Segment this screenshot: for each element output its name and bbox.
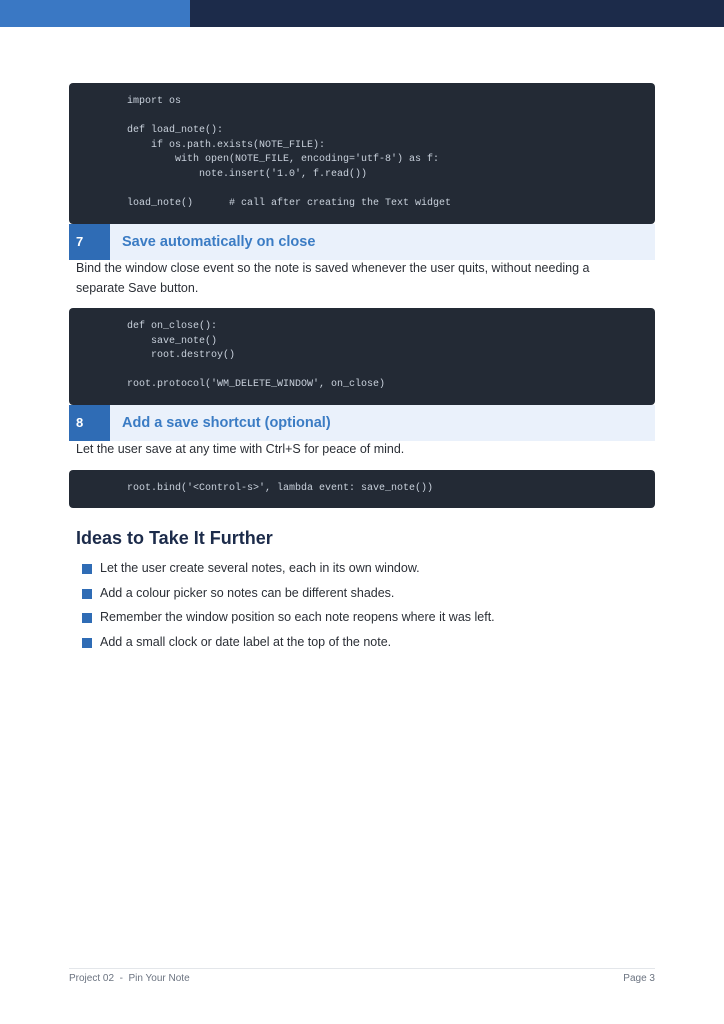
square-bullet-icon (82, 564, 92, 574)
section-heading: Ideas to Take It Further (76, 528, 273, 548)
code-line (127, 110, 655, 125)
footer-page-number: Page 3 (623, 973, 655, 984)
list-item-text: Let the user create several notes, each in its own window. (100, 561, 420, 575)
header-band-accent (0, 0, 190, 27)
list-item (82, 632, 495, 657)
step-header-8 (69, 405, 655, 441)
code-block-on-close (69, 308, 655, 405)
square-bullet-icon (82, 613, 92, 623)
square-bullet-icon (82, 638, 92, 648)
code-line (127, 183, 655, 198)
code-line: load_note() # call after creating the Text widget (127, 198, 452, 210)
code-line: root.bind('<Control-s>', lambda event: save_note()) (127, 483, 434, 494)
code-line: save_note() (127, 335, 218, 347)
square-bullet-icon (82, 589, 92, 599)
footer-project-title: Project 02 - Pin Your Note (69, 973, 190, 984)
list-item (82, 583, 495, 608)
ideas-list (82, 558, 495, 656)
code-block-load-note (69, 83, 655, 224)
code-line: root.destroy() (127, 350, 236, 362)
code-line: if os.path.exists(NOTE_FILE): (127, 139, 326, 151)
list-item-text: Remember the window position so each note reopens where it was left. (100, 610, 495, 624)
step-title: Save automatically on close (122, 234, 316, 250)
code-block-shortcut (69, 470, 655, 508)
step-number: 7 (69, 224, 110, 260)
step-description: Bind the window close event so the note is saved whenever the user quits, without needing a separate Save button. (76, 261, 590, 295)
code-line: note.insert('1.0', f.read()) (127, 168, 368, 180)
list-item-text: Add a colour picker so notes can be different shades. (100, 585, 395, 600)
code-line: def on_close(): (127, 321, 218, 332)
step-number: 8 (69, 405, 110, 441)
footer-divider (69, 968, 655, 969)
step-title: Add a save shortcut (optional) (122, 415, 331, 431)
code-line: def load_note(): (127, 125, 224, 137)
code-line (127, 364, 655, 379)
step-header-7 (69, 224, 655, 260)
header-band (0, 0, 724, 27)
list-item (82, 607, 495, 632)
list-item (82, 558, 495, 583)
code-line: import os (127, 96, 182, 107)
code-line: with open(NOTE_FILE, encoding='utf-8') as f: (127, 154, 440, 166)
step-description: Let the user save at any time with Ctrl+S for peace of mind. (76, 442, 405, 456)
code-line: root.protocol('WM_DELETE_WINDOW', on_close) (127, 379, 386, 391)
list-item-text: Add a small clock or date label at the top of the note. (100, 634, 392, 649)
